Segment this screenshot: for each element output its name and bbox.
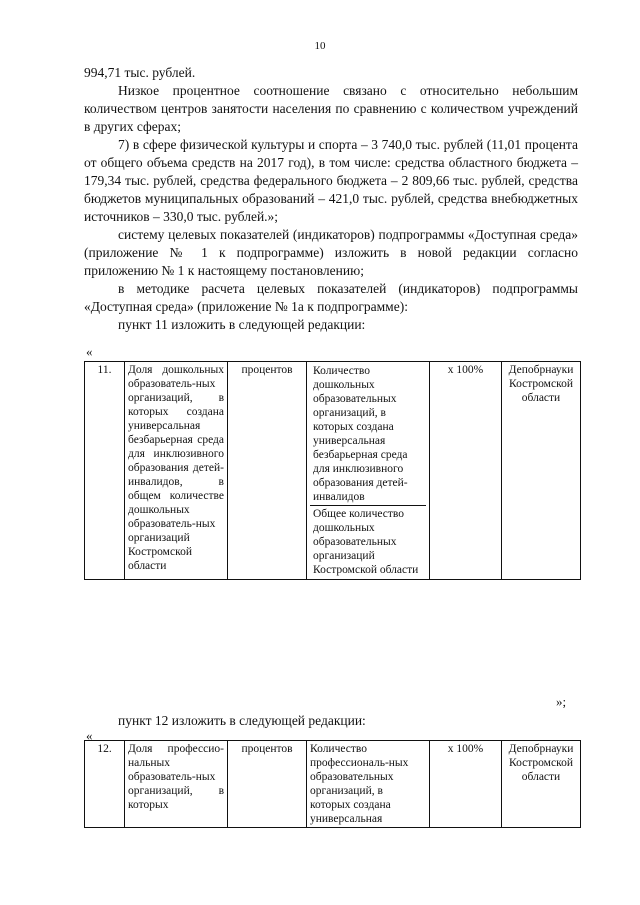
table-row xyxy=(85,741,581,828)
responsible-body: Депобрнауки Костромской области xyxy=(502,362,581,580)
indicator-table-item-11 xyxy=(84,361,581,580)
paragraph-indicators-system: систему целевых показателей (индикаторов) подпрограммы «Доступная среда» (приложение № 1 к подпрограмме) изложить в новой редакции согласно приложению № 1 к настоящему постановлению; xyxy=(84,227,578,278)
paragraph-methodology: в методике расчета целевых показателей (индикаторов) подпрограммы «Доступная среда» (приложение № 1а к подпрограмме): xyxy=(84,281,578,314)
paragraph-sport-funding: 7) в сфере физической культуры и спорта – 3 740,0 тыс. рублей (11,01 процента от общего объема средств на 2017 год), в том числе: средства областного бюджета – 179,34 тыс. рублей, средства федерального бюджета – 2 809,66 тыс. рублей, средства бюджетов муниципальных образований – 421,0 тыс. рублей, средства внебюджетных источников – 330,0 тыс. рублей.»; xyxy=(84,137,578,224)
body-text xyxy=(84,64,578,334)
closing-quote-1: »; xyxy=(556,694,567,709)
paragraph-employment-centers: Низкое процентное соотношение связано с относительно небольшим количеством центров занятости населения по сравнению с количеством учреждений в других сферах; xyxy=(84,83,578,134)
formula-denominator: Общее количество дошкольных образовательных организаций Костромской области xyxy=(313,508,419,576)
item-number: 11. xyxy=(85,362,125,580)
multiplier: x 100% xyxy=(430,741,502,828)
formula-numerator: Количество дошкольных образовательных организаций, в которых создана универсальная безбарьерная среда для инклюзивного образования детей-инвалидов xyxy=(310,363,426,506)
formula-numerator: Количество профессиональ-ных образовательных организаций, в которых создана универсальная xyxy=(307,741,430,828)
item-number: 12. xyxy=(85,741,125,828)
formula-cell xyxy=(307,362,430,580)
unit-of-measure: процентов xyxy=(228,362,307,580)
multiplier: x 100% xyxy=(430,362,502,580)
paragraph-item-12-heading: пункт 12 изложить в следующей редакции: xyxy=(118,713,366,728)
opening-quote-1: « xyxy=(86,344,93,359)
item-12-heading-wrap xyxy=(84,712,578,730)
indicator-table-item-12-wrap xyxy=(84,740,581,850)
page-number: 10 xyxy=(314,40,326,52)
indicator-name: Доля профессио-нальных образователь-ных организаций, в которых xyxy=(125,741,228,828)
indicator-name: Доля дошкольных образователь-ных организаций, в которых создана универсальная безбарьерная среда для инклюзивного образования детей-инвалидов, в общем количестве дошкольных образователь-ных организаций Костромской области xyxy=(125,362,228,580)
paragraph-continuation: 994,71 тыс. рублей. xyxy=(84,65,196,80)
indicator-table-item-12 xyxy=(84,740,581,828)
opening-quote-2: « xyxy=(86,728,93,743)
table-row xyxy=(85,362,581,580)
unit-of-measure: процентов xyxy=(228,741,307,828)
paragraph-item-11-heading: пункт 11 изложить в следующей редакции: xyxy=(118,317,366,332)
responsible-body: Депобрнауки Костромской области xyxy=(502,741,581,828)
